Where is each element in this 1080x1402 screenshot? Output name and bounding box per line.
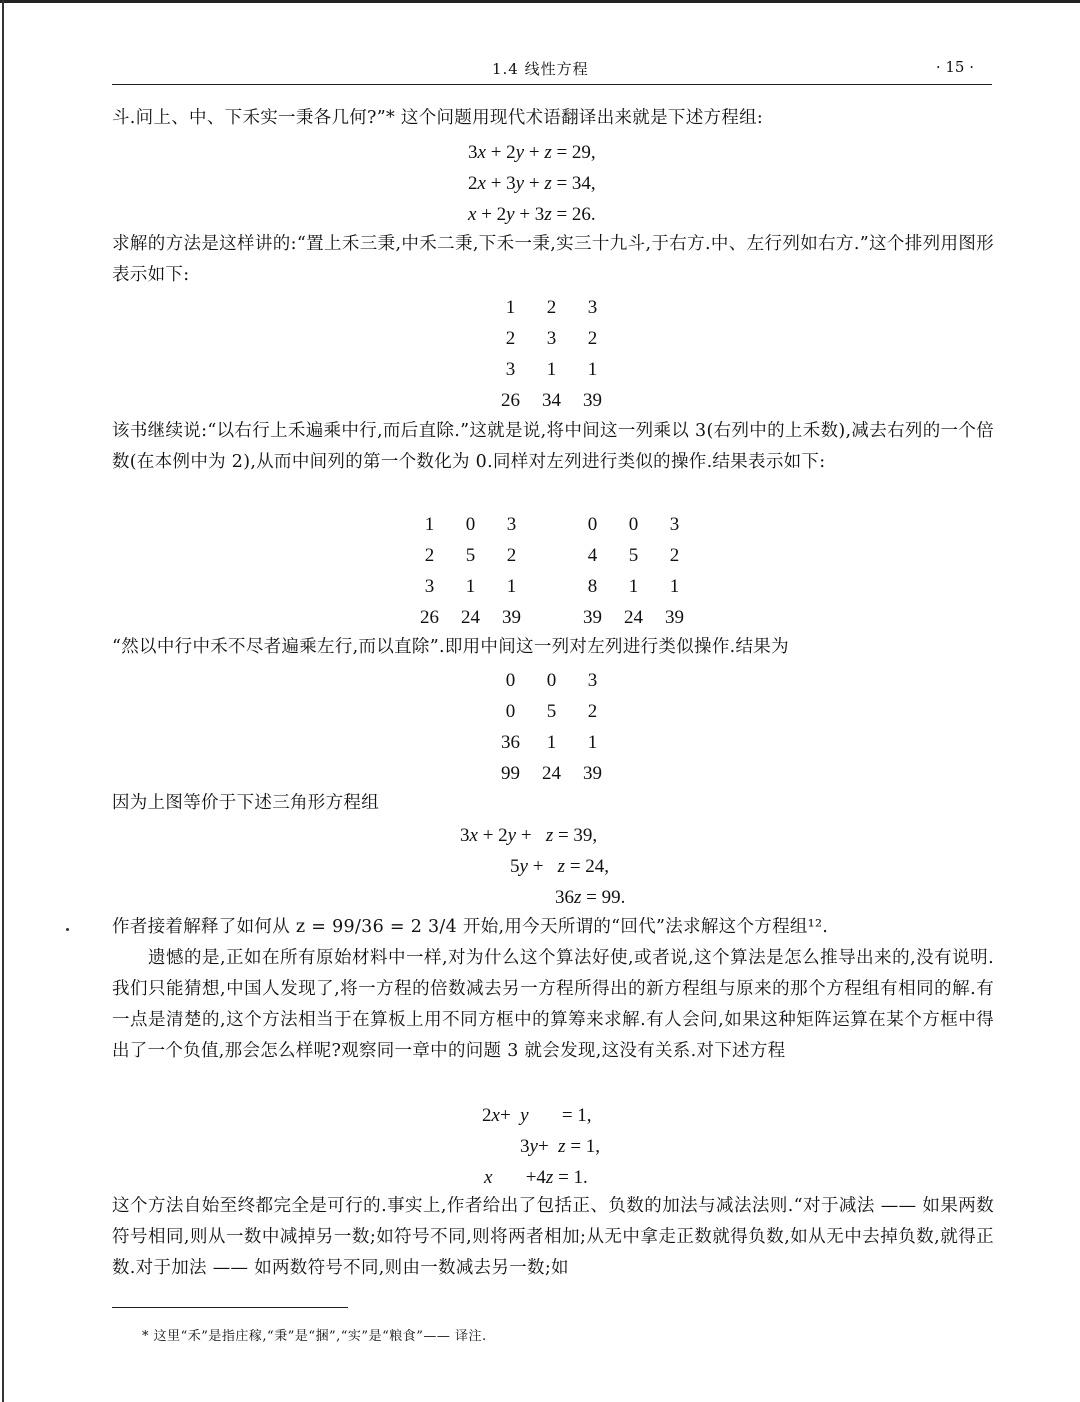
- cell: 4: [587, 544, 598, 566]
- cell: 24: [461, 606, 480, 628]
- cell: 39: [583, 389, 602, 411]
- equation-1-3: x + 2y + 3z = 26.: [468, 204, 596, 225]
- cell: 1: [628, 575, 639, 597]
- cell: 3: [587, 296, 598, 318]
- paragraph-4: “然以中行中禾不尽者遍乘左行,而以直除”.即用中间这一列对左列进行类似操作.结果为: [112, 637, 789, 657]
- cell: 2: [669, 544, 680, 566]
- page-number: · 15 ·: [935, 58, 974, 76]
- equation-3-2: 3y+ z = 1,: [520, 1136, 601, 1157]
- cell: 34: [542, 389, 561, 411]
- cell: 1: [505, 296, 516, 318]
- equation-3-3: x +4z = 1.: [484, 1167, 588, 1188]
- cell: 1: [587, 358, 598, 380]
- paragraph-2: 求解的方法是这样讲的:“置上禾三秉,中禾二秉,下禾一秉,实三十九斗,于右方.中、左行列如右方.”这个排列用图形表示如下:: [112, 234, 994, 285]
- cell: 3: [669, 513, 680, 535]
- cell: 26: [420, 606, 439, 628]
- cell: 26: [501, 389, 520, 411]
- equation-2-3: 36z = 99.: [555, 887, 626, 908]
- cell: 0: [505, 669, 516, 691]
- scan-border-left: [2, 0, 4, 1402]
- counting-board-1: [490, 292, 613, 416]
- cell: 5: [628, 544, 639, 566]
- cell: 8: [587, 575, 598, 597]
- cell: 0: [465, 513, 476, 535]
- cell: 0: [546, 669, 557, 691]
- section-title: 1.4 线性方程: [492, 60, 589, 78]
- cell: 39: [583, 762, 602, 784]
- cell: 0: [505, 700, 516, 722]
- cell: 2: [505, 327, 516, 349]
- cell: 1: [669, 575, 680, 597]
- counting-board-4: [490, 665, 613, 789]
- cell: 3: [506, 513, 517, 535]
- cell: 1: [465, 575, 476, 597]
- paragraph-7: 遗憾的是,正如在所有原始材料中一样,对为什么这个算法好使,或者说,这个算法是怎么推导出来的,没有说明.我们只能猜想,中国人发现了,将一方程的倍数减去另一方程所得出的新方程组与原来的那个方程组有相同的解.有一点是清楚的,这个方法相当于在算板上用不同方框中的算筹来求解.有人会问,如果这种矩阵运算在某个方框中得出了一个负值,那会怎么样呢?观察同一章中的问题 3 就会发现,这没有关系.对下述方程: [112, 948, 994, 1061]
- cell: 39: [665, 606, 684, 628]
- cell: 2: [587, 700, 598, 722]
- footnote-rule: [112, 1307, 348, 1308]
- cell: 2: [424, 544, 435, 566]
- cell: 2: [506, 544, 517, 566]
- running-header: [112, 56, 992, 82]
- cell: 3: [424, 575, 435, 597]
- cell: 0: [628, 513, 639, 535]
- paragraph-3: 该书继续说:“以右行上禾遍乘中行,而后直除.”这就是说,将中间这一列乘以 3(右列中的上禾数),减去右列的一个倍数(在本例中为 2),从而中间列的第一个数化为 0.同样对左列进行类似的操作.结果表示如下:: [112, 421, 994, 472]
- cell: 99: [501, 762, 520, 784]
- scan-border-top: [0, 0, 1080, 3]
- cell: 2: [587, 327, 598, 349]
- cell: 3: [546, 327, 557, 349]
- paragraph-5: 因为上图等价于下述三角形方程组: [112, 793, 379, 813]
- cell: 3: [587, 669, 598, 691]
- equation-3-1: 2x+ y = 1,: [482, 1105, 592, 1126]
- cell: 0: [587, 513, 598, 535]
- cell: 1: [424, 513, 435, 535]
- counting-board-3: [572, 509, 695, 633]
- header-rule: [112, 84, 992, 85]
- footnote: * 这里“禾”是指庄稼,“秉”是“捆”,“实”是“粮食”—— 译注.: [142, 1329, 487, 1344]
- cell: 36: [501, 731, 520, 753]
- equation-2-1: 3x + 2y + z = 39,: [460, 825, 598, 846]
- paragraph-6: 作者接着解释了如何从 z = 99/36 = 2 3/4 开始,用今天所谓的“回代”法求解这个方程组¹².: [112, 917, 829, 937]
- cell: 1: [546, 731, 557, 753]
- paragraph-1: 斗.问上、中、下禾实一秉各几何?”* 这个问题用现代术语翻译出来就是下述方程组:: [112, 108, 764, 128]
- cell: 5: [546, 700, 557, 722]
- cell: 2: [546, 296, 557, 318]
- equation-1-2: 2x + 3y + z = 34,: [468, 173, 596, 194]
- paragraph-8: 这个方法自始至终都完全是可行的.事实上,作者给出了包括正、负数的加法与减法法则.“对于减法 —— 如果两数符号相同,则从一数中减掉另一数;如符号不同,则将两者相加;从无中拿走正数就得负数,如从无中去掉负数,就得正数.对于加法 —— 如两数符号不同,则由一数减去另一数;如: [112, 1196, 994, 1278]
- equation-1-1: 3x + 2y + z = 29,: [468, 142, 596, 163]
- counting-board-2: [409, 509, 532, 633]
- equation-2-2: 5y + z = 24,: [510, 856, 610, 877]
- cell: 39: [583, 606, 602, 628]
- cell: 24: [542, 762, 561, 784]
- cell: 5: [465, 544, 476, 566]
- cell: 1: [506, 575, 517, 597]
- cell: 1: [587, 731, 598, 753]
- cell: 1: [546, 358, 557, 380]
- scan-speck: [66, 928, 69, 931]
- cell: 39: [502, 606, 521, 628]
- cell: 24: [624, 606, 643, 628]
- cell: 3: [505, 358, 516, 380]
